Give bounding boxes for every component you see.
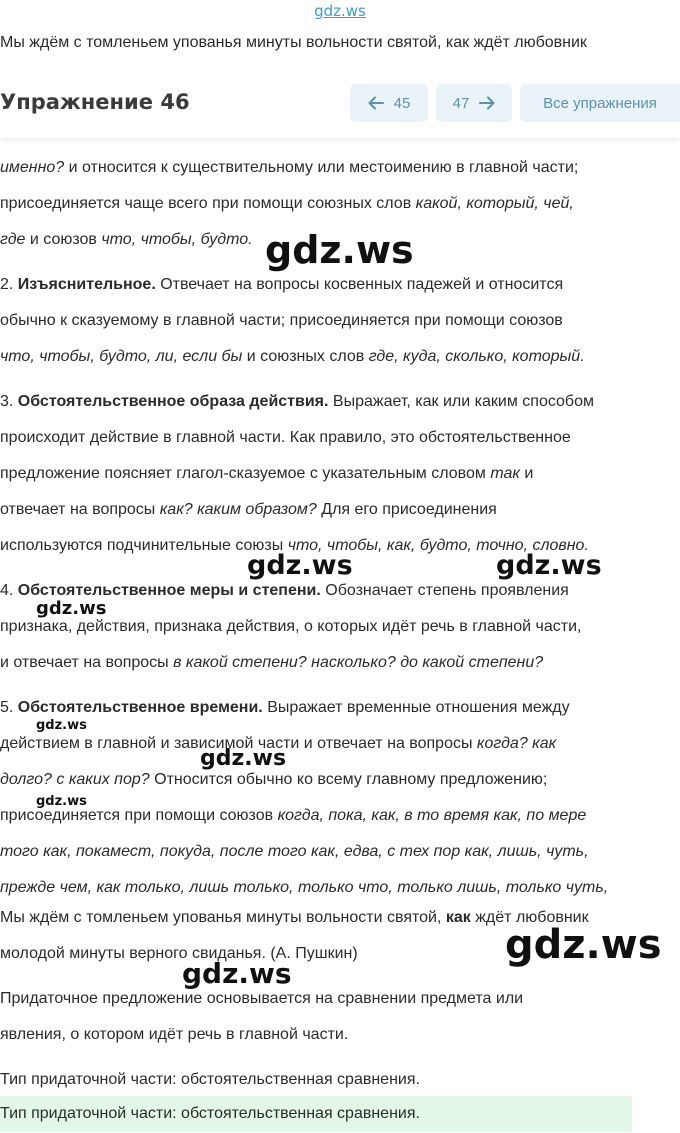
next-exercise-button[interactable]	[436, 84, 512, 122]
paragraph-1-line-1: именно? и относится к существительному или местоимению в главной части;	[0, 159, 579, 176]
watermark: gdz.ws	[265, 228, 414, 272]
next-exercise-label: 47	[452, 94, 470, 112]
paragraph-4-line-2: признака, действия, признака действия, о которых идёт речь в главной части,	[0, 618, 582, 635]
paragraph-5-line-4: присоединяется при помощи союзов когда, пока, как, в то время как, по мере	[0, 807, 587, 824]
answer-line: Тип придаточной части: обстоятельственная сравнения.	[0, 1105, 420, 1122]
paragraph-3-line-2: происходит действие в главной части. Как правило, это обстоятельственное	[0, 429, 571, 446]
all-exercises-label: Все упражнения	[543, 94, 657, 112]
watermark: gdz.ws	[36, 718, 87, 733]
explanation-line-1: Придаточное предложение основывается на сравнении предмета или	[0, 990, 524, 1007]
all-exercises-button[interactable]	[520, 84, 680, 122]
paragraph-3-line-1: 3. Обстоятельственное образа действия. Выражает, как или каким способом	[0, 393, 594, 410]
paragraph-2-line-2: обычно к сказуемому в главной части; присоединяется при помощи союзов	[0, 312, 563, 329]
paragraph-5-line-2: действием в главной и зависимой части и отвечает на вопросы когда? как	[0, 735, 557, 752]
paragraph-3-line-3: предложение поясняет глагол-сказуемое с указательным словом так и	[0, 465, 534, 482]
watermark: gdz.ws	[182, 957, 292, 990]
watermark: gdz.ws	[247, 550, 353, 581]
watermark: gdz.ws	[200, 746, 287, 771]
paragraph-3-line-4: отвечает на вопросы как? каким образом? Для его присоединения	[0, 501, 497, 518]
intro-text-line: Мы ждём с томленьем упованья минуты вольности святой, как ждёт любовник	[0, 34, 587, 51]
paragraph-5-line-1: 5. Обстоятельственное времени. Выражает временные отношения между	[0, 699, 570, 716]
prev-exercise-button[interactable]	[350, 84, 428, 122]
paragraph-5-line-5: того как, покамест, покуда, после того как, едва, с тех пор как, лишь, чуть,	[0, 843, 589, 860]
arrow-right-icon	[479, 96, 495, 110]
paragraph-5-line-3: долго? с каких пор? Относится обычно ко всему главному предложению;	[0, 771, 548, 788]
watermark: gdz.ws	[496, 550, 602, 581]
exercise-header	[0, 76, 680, 138]
paragraph-1-line-3: где и союзов что, чтобы, будто.	[0, 231, 253, 248]
paragraph-3-line-5: используются подчинительные союзы что, чтобы, как, будто, точно, словно.	[0, 537, 589, 554]
explanation-line-2: явления, о котором идёт речь в главной части.	[0, 1026, 349, 1043]
watermark: gdz.ws	[505, 922, 662, 968]
paragraph-4-line-1: 4. Обстоятельственное меры и степени. Обозначает степень проявления	[0, 582, 569, 599]
example-line-1: Мы ждём с томленьем упованья минуты вольности святой, как ждёт любовник	[0, 909, 589, 926]
paragraph-2-line-3: что, чтобы, будто, ли, если бы и союзных слов где, куда, сколько, который.	[0, 348, 585, 365]
watermark: gdz.ws	[36, 598, 107, 619]
prev-exercise-label: 45	[393, 94, 411, 112]
paragraph-2-line-1: 2. Изъяснительное. Отвечает на вопросы косвенных падежей и относится	[0, 276, 564, 293]
top-watermark-link[interactable]: gdz.ws	[314, 2, 366, 20]
page-title: Упражнение 46	[0, 90, 190, 114]
arrow-left-icon	[368, 96, 384, 110]
type-line: Тип придаточной части: обстоятельственная сравнения.	[0, 1071, 420, 1088]
paragraph-4-line-3: и отвечает на вопросы в какой степени? насколько? до какой степени?	[0, 654, 544, 671]
example-line-2: молодой минуты верного свиданья. (А. Пушкин)	[0, 945, 358, 962]
paragraph-1-line-2: присоединяется чаще всего при помощи союзных слов какой, который, чей,	[0, 195, 574, 212]
watermark: gdz.ws	[36, 794, 87, 809]
paragraph-5-line-6: прежде чем, как только, лишь только, только что, только лишь, только чуть,	[0, 879, 609, 896]
